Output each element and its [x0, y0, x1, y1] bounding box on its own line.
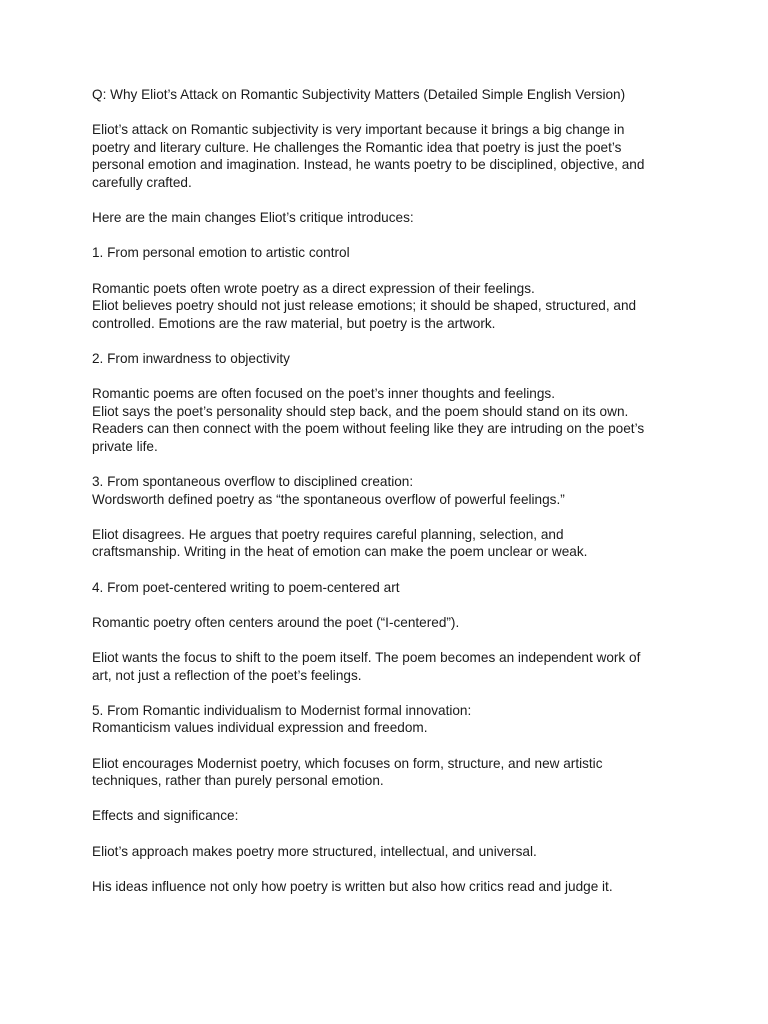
document-question-title: Q: Why Eliot’s Attack on Romantic Subjectivity Matters (Detailed Simple English Version): [92, 87, 626, 102]
blank-line: [92, 561, 682, 579]
text-line: 5. From Romantic individualism to Modernist formal innovation:: [92, 702, 472, 718]
text-line: Readers can then connect with the poem without feeling like they are intruding on the poet’s: [92, 421, 645, 437]
text-line: Eliot wants the focus to shift to the poem itself. The poem becomes an independent work of: [92, 650, 641, 665]
text-line: Effects and significance:: [92, 808, 239, 824]
blank-line: [92, 631, 682, 649]
text-line: 1. From personal emotion to artistic control: [92, 245, 350, 261]
text-line: Eliot disagrees. He argues that poetry requires careful planning, selection, and: [92, 526, 564, 542]
blank-line: [92, 227, 682, 245]
text-line: Romantic poets often wrote poetry as a direct expression of their feelings.: [92, 280, 535, 296]
text-line: Here are the main changes Eliot’s critique introduces:: [92, 210, 414, 226]
document-page: [92, 86, 682, 895]
blank-line: [92, 596, 682, 614]
text-line: carefully crafted.: [92, 174, 192, 190]
text-line: Eliot’s approach makes poetry more structured, intellectual, and universal.: [92, 843, 537, 859]
blank-line: [92, 104, 682, 122]
text-line: Eliot’s attack on Romantic subjectivity is very important because it brings a big change in: [92, 122, 625, 138]
text-line: controlled. Emotions are the raw material, but poetry is the artwork.: [92, 315, 496, 331]
blank-line: [92, 684, 682, 702]
text-line: 4. From poet-centered writing to poem-centered art: [92, 579, 400, 595]
text-line: Eliot believes poetry should not just release emotions; it should be shaped, structured, and: [92, 298, 637, 314]
text-line: techniques, rather than purely personal emotion.: [92, 773, 384, 789]
blank-line: [92, 455, 682, 473]
text-line: 2. From inwardness to objectivity: [92, 350, 290, 366]
text-line: art, not just a reflection of the poet’s feelings.: [92, 667, 362, 683]
blank-line: [92, 262, 682, 280]
text-line: craftsmanship. Writing in the heat of emotion can make the poem unclear or weak.: [92, 544, 588, 560]
text-line: Wordsworth defined poetry as “the spontaneous overflow of powerful feelings.”: [92, 491, 565, 507]
blank-line: [92, 860, 682, 878]
text-line: 3. From spontaneous overflow to disciplined creation:: [92, 474, 414, 490]
blank-line: [92, 508, 682, 526]
text-line: His ideas influence not only how poetry is written but also how critics read and judge it.: [92, 878, 613, 894]
blank-line: [92, 825, 682, 843]
text-line: Romantic poetry often centers around the poet (“I-centered”).: [92, 614, 460, 630]
blank-line: [92, 790, 682, 808]
text-line: private life.: [92, 438, 158, 454]
blank-line: [92, 368, 682, 386]
text-line: Eliot says the poet’s personality should step back, and the poem should stand on its own.: [92, 403, 629, 419]
text-line: personal emotion and imagination. Instead, he wants poetry to be disciplined, objective, and: [92, 157, 645, 173]
text-line: Romanticism values individual expression and freedom.: [92, 720, 428, 736]
blank-line: [92, 192, 682, 210]
text-line: poetry and literary culture. He challenges the Romantic idea that poetry is just the poet’s: [92, 139, 622, 155]
blank-line: [92, 737, 682, 755]
text-line: Eliot encourages Modernist poetry, which focuses on form, structure, and new artistic: [92, 755, 603, 771]
text-line: Romantic poems are often focused on the poet’s inner thoughts and feelings.: [92, 386, 555, 402]
blank-line: [92, 332, 682, 350]
